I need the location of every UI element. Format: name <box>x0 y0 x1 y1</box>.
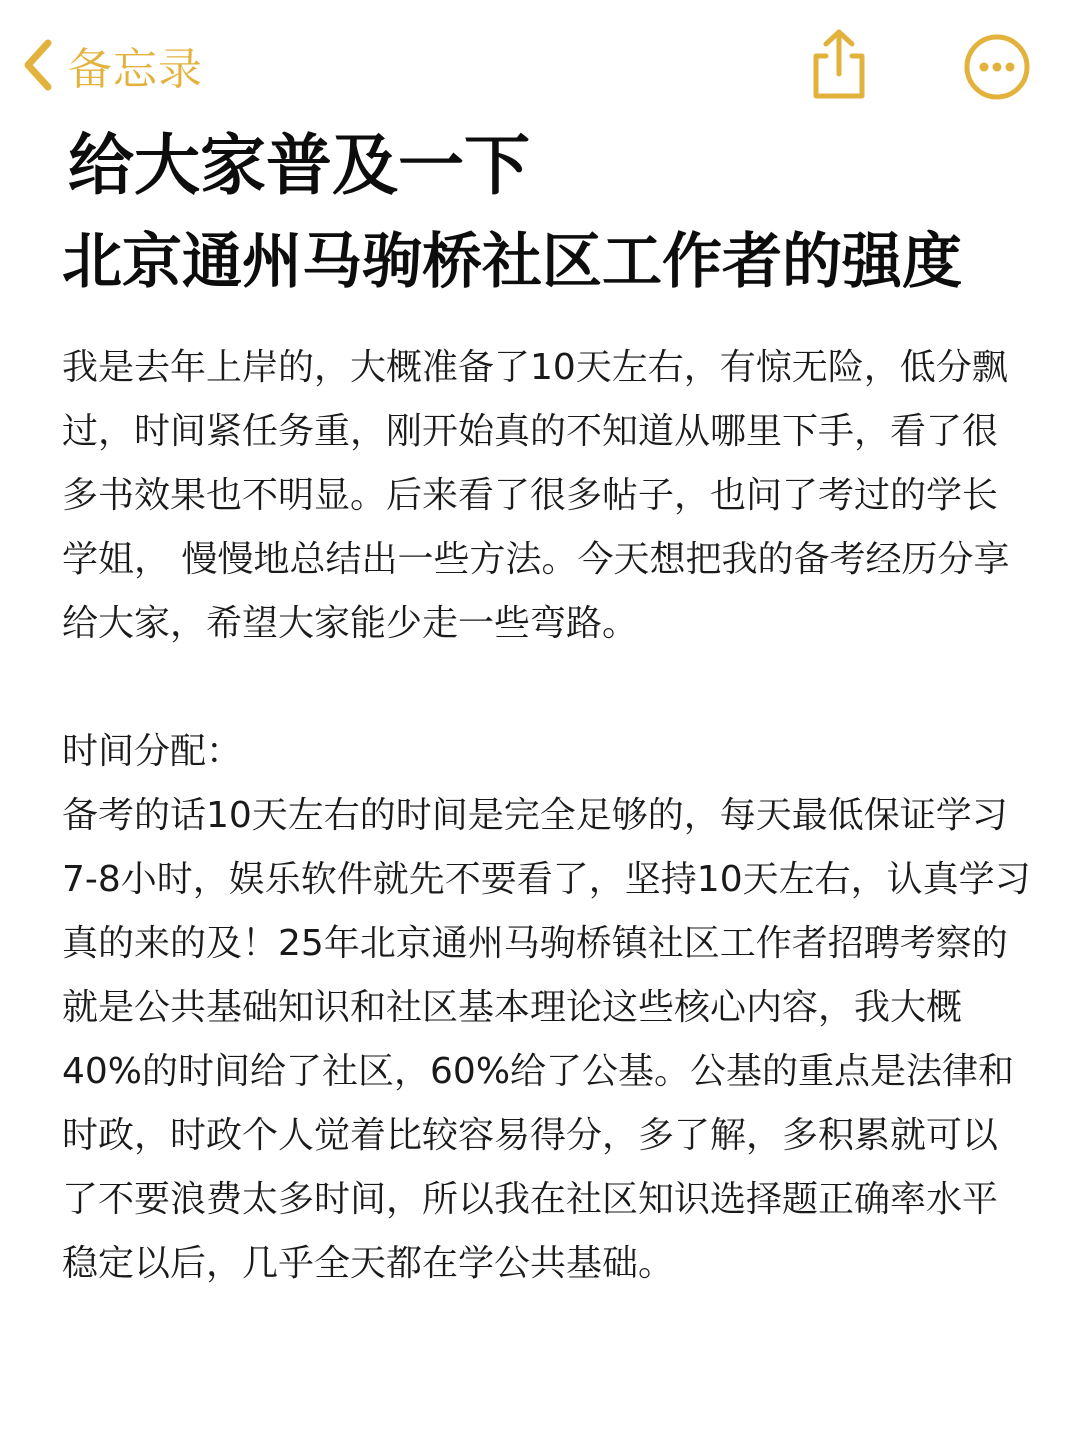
paragraph-time-allocation: 备考的话10天左右的时间是完全足够的，每天最低保证学习7-8小时，娱乐软件就先不要看了，坚持10天左右，认真学习真的来的及！25年北京通州马驹桥镇社区工作者招聘考察的就是公共基础知识和社区基本理论这些核心内容，我大概40%的时间给了社区，60%给了公基。公基的重点是法律和时政，时政个人觉着比较容易得分，多了解，多积累就可以了不要浪费太多时间，所以我在社区知识选择题正确率水平稳定以后，几乎全天都在学公共基础。 <box>62 795 1031 1284</box>
paragraph-intro: 我是去年上岸的，大概准备了10天左右，有惊无险，低分飘过，时间紧任务重，刚开始真的不知道从哪里下手，看了很多书效果也不明显。后来看了很多帖子，也问了考过的学长学姐， 慢慢地总结出一些方法。今天想把我的备考经历分享给大家，希望大家能少走一些弯路。 <box>62 347 1010 644</box>
more-button[interactable] <box>962 32 1032 102</box>
section-heading: 时间分配： <box>62 731 243 772</box>
note-body <box>62 336 1032 1296</box>
note-title-line-2: 北京通州马驹桥社区工作者的强度 <box>62 227 962 297</box>
note-title-line-1: 给大家普及一下 <box>68 127 530 204</box>
more-icon <box>962 87 1032 106</box>
share-button[interactable] <box>804 26 874 102</box>
navigation-bar <box>0 0 1080 120</box>
share-icon <box>804 87 874 106</box>
blank-line <box>62 656 1032 720</box>
chevron-left-icon <box>20 37 54 93</box>
back-label: 备忘录 <box>68 44 203 95</box>
back-button[interactable] <box>20 30 203 100</box>
note-content[interactable] <box>62 118 1032 1296</box>
